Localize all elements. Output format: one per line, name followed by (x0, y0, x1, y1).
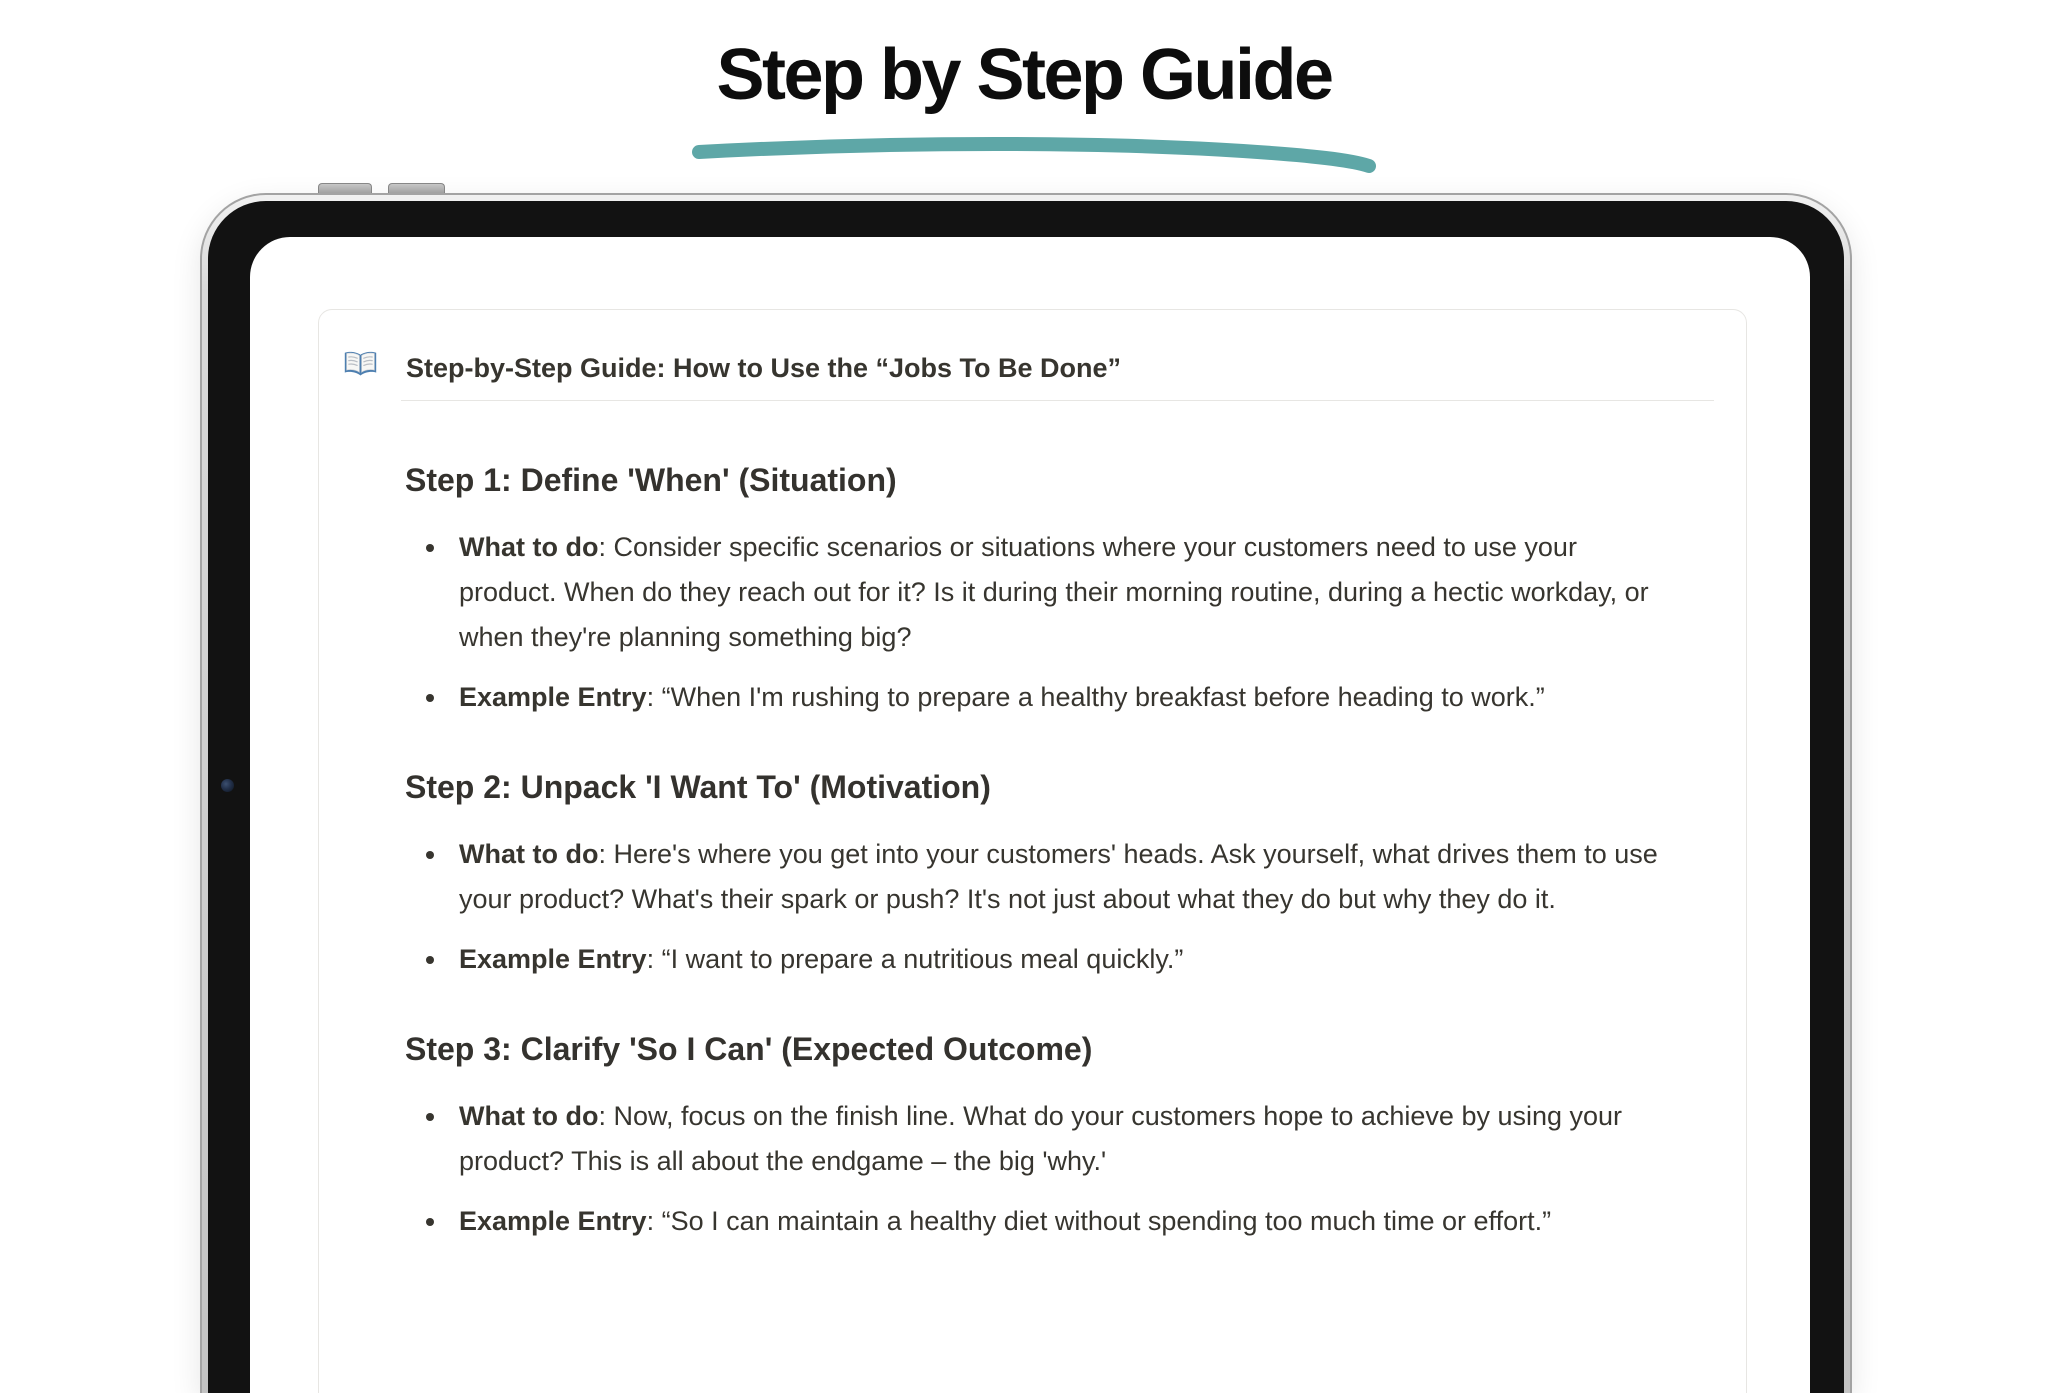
document-body (405, 401, 1710, 1259)
title-underline-stroke (683, 137, 1393, 185)
label-separator: : (646, 944, 662, 974)
label-separator: : (598, 839, 614, 869)
tablet-bezel (208, 201, 1844, 1393)
bullet-label: Example Entry (459, 944, 647, 974)
list-item (405, 937, 1673, 982)
step-3-list (405, 1094, 1710, 1244)
open-book-icon (343, 347, 378, 378)
bullet-text: Consider specific scenarios or situations where your customers need to use your product. When do they reach out for it? Is it during their morning routine, during a hectic workday, or when they're planning something big? (459, 532, 1649, 652)
list-item (405, 832, 1673, 922)
section-heading-step-3: Step 3: Clarify 'So I Can' (Expected Outcome) (405, 1031, 1093, 1067)
bullet-text: “So I can maintain a healthy diet without spending too much time or effort.” (661, 1206, 1552, 1236)
step-1-list (405, 525, 1710, 720)
page-title: Step by Step Guide (716, 35, 1332, 115)
list-item (405, 1094, 1673, 1184)
section-heading-step-1: Step 1: Define 'When' (Situation) (405, 462, 897, 498)
step-2-list (405, 832, 1710, 982)
label-separator: : (598, 1101, 614, 1131)
list-item (405, 1199, 1673, 1244)
bullet-text: “I want to prepare a nutritious meal quickly.” (661, 944, 1184, 974)
bullet-label: What to do (459, 532, 599, 562)
bullet-text: Now, focus on the finish line. What do your customers hope to achieve by using your product? This is all about the endgame – the big 'why.' (459, 1101, 1623, 1176)
section-heading-step-2: Step 2: Unpack 'I Want To' (Motivation) (405, 769, 991, 805)
label-separator: : (646, 682, 662, 712)
bullet-label: Example Entry (459, 682, 647, 712)
tablet-screen (250, 237, 1810, 1393)
bullet-label: What to do (459, 1101, 599, 1131)
list-item (405, 525, 1673, 660)
front-camera-icon (221, 779, 234, 792)
bullet-label: Example Entry (459, 1206, 647, 1236)
bullet-label: What to do (459, 839, 599, 869)
document-title: Step-by-Step Guide: How to Use the “Jobs To Be Done” (406, 353, 1122, 383)
bullet-text: “When I'm rushing to prepare a healthy breakfast before heading to work.” (661, 682, 1545, 712)
label-separator: : (646, 1206, 662, 1236)
bullet-text: Here's where you get into your customers' heads. Ask yourself, what drives them to use your product? What's their spark or push? It's not just about what they do but why they do it. (459, 839, 1658, 914)
list-item (405, 675, 1673, 720)
label-separator: : (598, 532, 614, 562)
document-card (318, 309, 1747, 1393)
tablet-frame (200, 193, 1852, 1393)
